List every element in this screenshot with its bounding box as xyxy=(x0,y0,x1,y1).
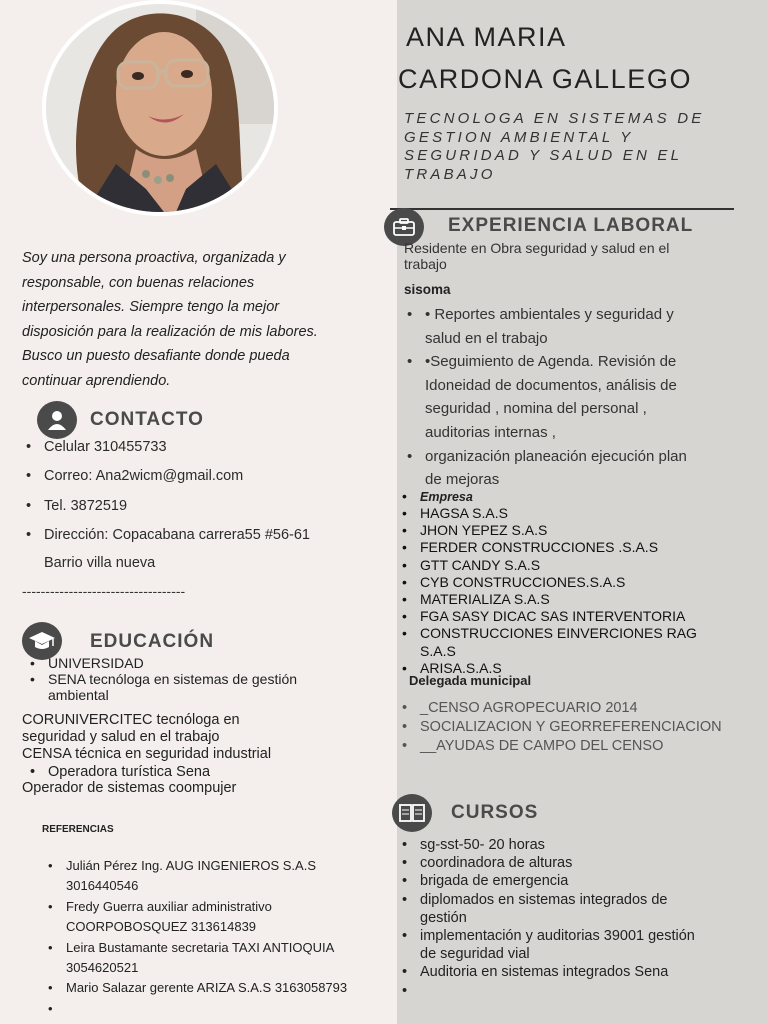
employer-item: • CONSTRUCCIONES EINVERCIONES RAG S.A.S xyxy=(398,625,697,659)
course-item xyxy=(398,982,750,1000)
contact-address: • Dirección: Copacabana carrera55 #56-61 xyxy=(22,525,310,554)
contact-tel: • Tel. 3872519 xyxy=(22,496,310,525)
education-title: EDUCACIÓN xyxy=(90,631,215,652)
employer-item: • ARISA.S.A.S xyxy=(398,660,697,677)
delegate-item: • SOCIALIZACION Y GEORREFERENCIACION xyxy=(398,718,722,737)
experience-role-line: Residente en Obra seguridad y salud en el xyxy=(404,240,670,256)
delegate-label: Delegada municipal xyxy=(409,673,532,688)
reference-item: • Fredy Guerra auxiliar administrativo COORPOBOSQUEZ 313614839 xyxy=(44,897,394,938)
education-last: Operador de sistemas coompujer xyxy=(22,780,237,796)
portrait-image xyxy=(46,4,274,212)
about-line: continuar aprendiendo. xyxy=(22,372,171,389)
education-item: • SENA tecnóloga en sistemas de gestión xyxy=(26,671,297,687)
contact-list xyxy=(22,437,310,555)
duty-item: • •Seguimiento de Agenda. Revisión de Idoneidad de documentos, análisis de seguridad , nomina del personal , auditorias internas , xyxy=(403,350,763,444)
job-title-line: SEGURIDAD Y SALUD EN EL xyxy=(404,147,683,164)
reference-item xyxy=(44,999,394,1019)
experience-role-line: trabajo xyxy=(404,256,447,272)
contact-phone: • Celular 310455733 xyxy=(22,437,310,466)
delegate-list xyxy=(398,699,722,756)
education-list-2 xyxy=(26,764,210,781)
experience-title: EXPERIENCIA LABORAL xyxy=(448,215,694,236)
job-title-line: TECNOLOGA EN SISTEMAS DE xyxy=(404,110,705,127)
employers-label-item xyxy=(398,488,473,506)
employer-item: • FERDER CONSTRUCCIONES .S.A.S xyxy=(398,539,697,556)
experience-company: sisoma xyxy=(404,282,451,297)
course-item: • coordinadora de alturas xyxy=(398,854,750,872)
contact-separator: ----------------------------------- xyxy=(22,583,186,599)
courses-list xyxy=(398,836,750,1000)
profile-photo xyxy=(42,0,278,216)
education-text-line: CENSA técnica en seguridad industrial xyxy=(22,746,272,762)
book-icon xyxy=(392,794,432,832)
employer-item: • CYB CONSTRUCCIONES.S.A.S xyxy=(398,574,697,591)
name-first: ANA MARIA xyxy=(406,22,567,52)
reference-item: • Leira Bustamante secretaria TAXI ANTIOQUIA 3054620521 xyxy=(44,938,394,979)
course-item: • Auditoria en sistemas integrados Sena xyxy=(398,963,750,981)
employers-list xyxy=(398,505,697,677)
employer-item: • FGA SASY DICAC SAS INTERVENTORIA xyxy=(398,608,697,625)
course-item: • sg-sst-50- 20 horas xyxy=(398,836,750,854)
education-text-line: CORUNIVERCITEC tecnóloga en xyxy=(22,712,240,728)
job-title-line: GESTION AMBIENTAL Y xyxy=(404,128,634,146)
education-list xyxy=(26,655,297,687)
about-line: disposición para la realización de mis labores. xyxy=(22,323,318,340)
contact-email: • Correo: Ana2wicm@gmail.com xyxy=(22,466,310,495)
employers-label-row xyxy=(398,488,473,506)
employer-item: • HAGSA S.A.S xyxy=(398,505,697,522)
course-item: • implementación y auditorias 39001 gestión de seguridad vial xyxy=(398,927,750,963)
about-line: interpersonales. Siempre tengo la mejor xyxy=(22,299,280,316)
duty-item: • • Reportes ambientales y seguridad y salud en el trabajo xyxy=(403,303,763,350)
job-title-line: TRABAJO xyxy=(404,165,496,183)
about-line: responsable, con buenas relaciones xyxy=(22,274,255,291)
reference-item: • Mario Salazar gerente ARIZA S.A.S 3163058793 xyxy=(44,978,394,998)
contact-title: CONTACTO xyxy=(90,409,204,430)
duty-item: • organización planeación ejecución plan de mejoras xyxy=(403,445,763,492)
contact-neighborhood: Barrio villa nueva xyxy=(44,555,156,571)
education-item: • UNIVERSIDAD xyxy=(26,655,297,671)
delegate-item: • __AYUDAS DE CAMPO DEL CENSO xyxy=(398,737,722,756)
user-icon xyxy=(37,401,77,439)
education-text-line: seguridad y salud en el trabajo xyxy=(22,729,220,745)
references-title: REFERENCIAS xyxy=(42,824,114,835)
references-list xyxy=(44,856,394,1019)
education-item: • Operadora turística Sena xyxy=(26,764,210,781)
employer-item: • GTT CANDY S.A.S xyxy=(398,557,697,574)
about-line: Soy una persona proactiva, organizada y xyxy=(22,250,286,266)
courses-title: CURSOS xyxy=(451,802,539,823)
education-text xyxy=(22,712,271,763)
course-item: • brigada de emergencia xyxy=(398,872,750,890)
name-last: CARDONA GALLEGO xyxy=(398,64,693,94)
experience-role xyxy=(404,240,754,272)
employers-label: Empresa xyxy=(420,490,473,504)
job-title xyxy=(404,110,734,184)
education-item-cont: ambiental xyxy=(48,687,109,703)
employer-item: • JHON YEPEZ S.A.S xyxy=(398,522,697,539)
delegate-item: • _CENSO AGROPECUARIO 2014 xyxy=(398,699,722,718)
course-item: • diplomados en sistemas integrados de gestión xyxy=(398,891,750,927)
employer-item: • MATERIALIZA S.A.S xyxy=(398,591,697,608)
header-divider xyxy=(390,208,734,210)
reference-item: • Julián Pérez Ing. AUG INGENIEROS S.A.S 3016440546 xyxy=(44,856,394,897)
experience-duties xyxy=(403,303,763,492)
about-text xyxy=(22,246,367,394)
about-line: Busco un puesto desafiante donde pueda xyxy=(22,348,290,365)
